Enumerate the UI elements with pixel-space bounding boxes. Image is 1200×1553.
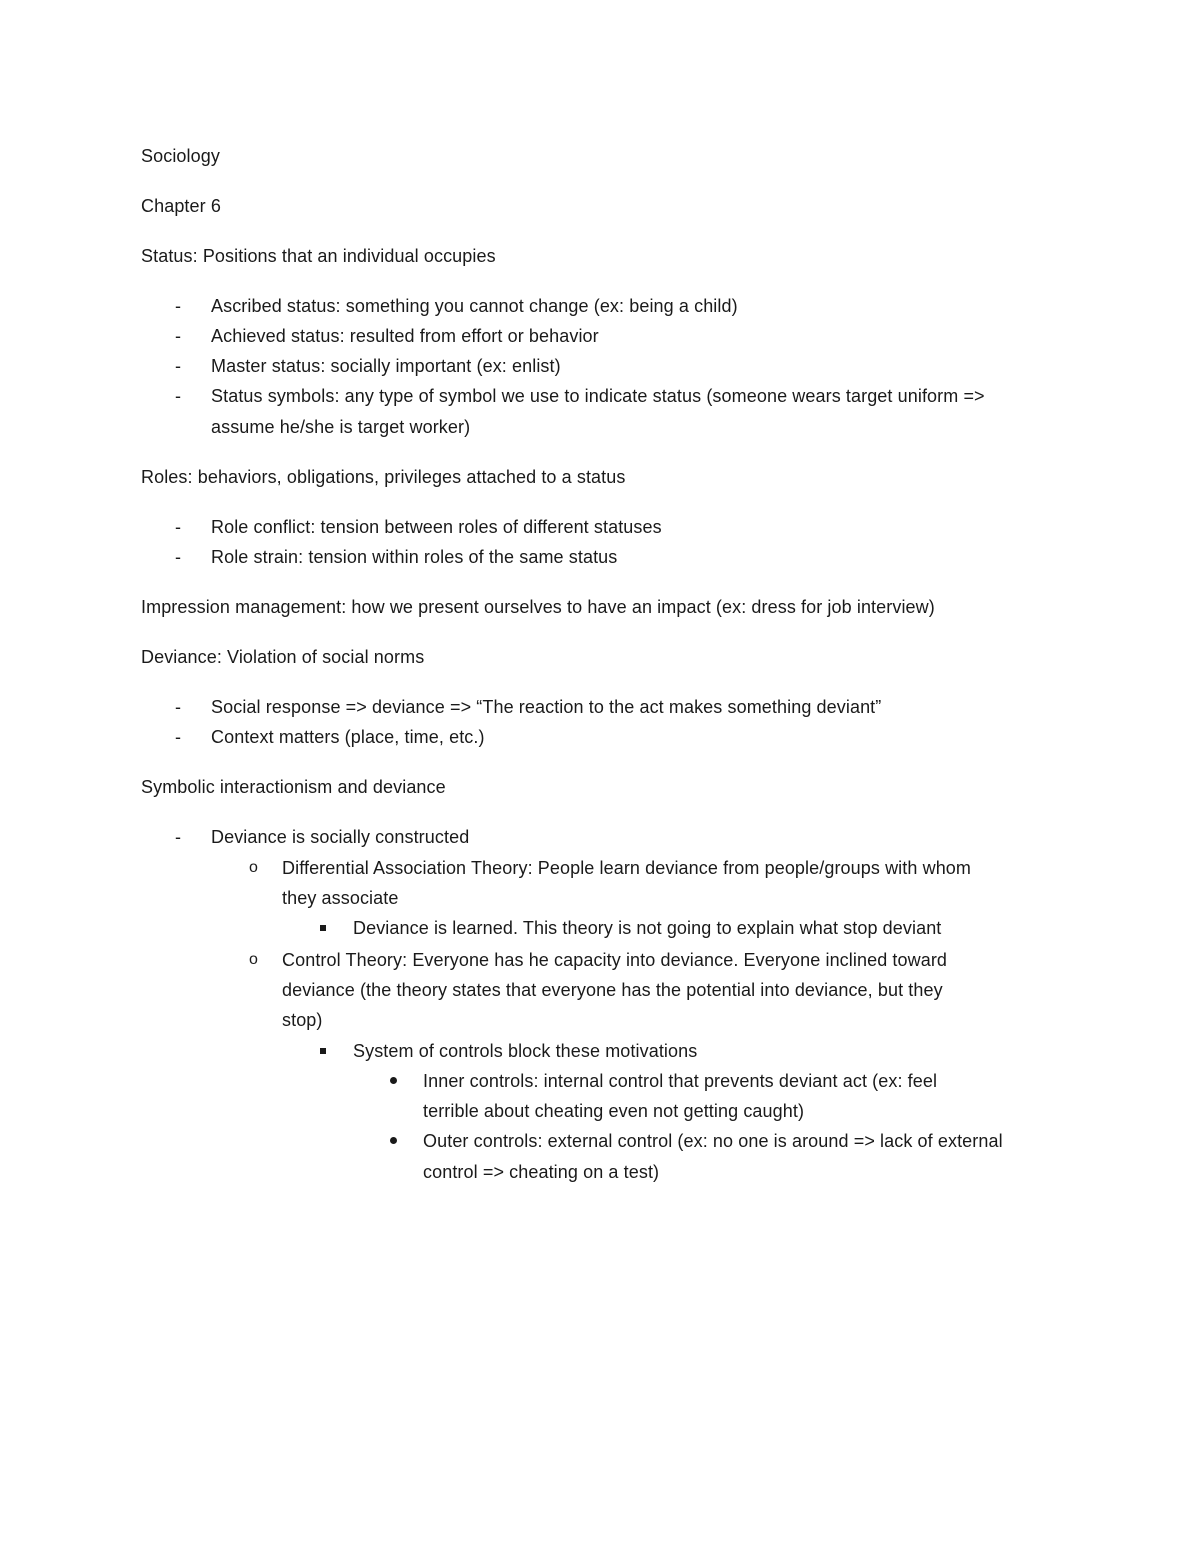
- list-circle: o: [249, 859, 258, 876]
- round-bullet-icon: [390, 1077, 397, 1084]
- list-item: Differential Association Theory: People learn deviance from people/groups with whom: [282, 858, 972, 878]
- chapter-heading: Chapter 6: [141, 196, 221, 216]
- list-item: Control Theory: Everyone has he capacity into deviance. Everyone inclined toward: [282, 950, 948, 970]
- list-dash: -: [175, 326, 181, 346]
- list-dash: -: [175, 727, 181, 747]
- list-item: Deviance is socially constructed: [211, 827, 470, 847]
- list-item-continuation: control => cheating on a test): [423, 1162, 660, 1182]
- list-item-continuation: they associate: [282, 888, 399, 908]
- list-item: Role strain: tension within roles of the same status: [211, 547, 618, 567]
- list-dash: -: [175, 517, 181, 537]
- status-heading: Status: Positions that an individual occupies: [141, 246, 496, 266]
- list-dash: -: [175, 697, 181, 717]
- list-item: Context matters (place, time, etc.): [211, 727, 485, 747]
- list-item: Ascribed status: something you cannot change (ex: being a child): [211, 296, 738, 316]
- list-dash: -: [175, 356, 181, 376]
- square-bullet-icon: [320, 1048, 326, 1054]
- list-item: Master status: socially important (ex: enlist): [211, 356, 561, 376]
- list-item-continuation: assume he/she is target worker): [211, 417, 471, 437]
- list-item: Deviance is learned. This theory is not going to explain what stop deviant: [353, 918, 942, 938]
- list-item: Status symbols: any type of symbol we use to indicate status (someone wears target uniform =>: [211, 386, 985, 406]
- list-dash: -: [175, 296, 181, 316]
- deviance-heading: Deviance: Violation of social norms: [141, 647, 425, 667]
- round-bullet-icon: [390, 1137, 397, 1144]
- impression-heading: Impression management: how we present ourselves to have an impact (ex: dress for job interview): [141, 597, 935, 617]
- list-item: Achieved status: resulted from effort or behavior: [211, 326, 599, 346]
- list-item: Social response => deviance => “The reaction to the act makes something deviant”: [211, 697, 882, 717]
- roles-heading: Roles: behaviors, obligations, privileges attached to a status: [141, 467, 626, 487]
- list-dash: -: [175, 827, 181, 847]
- list-item-continuation: stop): [282, 1010, 323, 1030]
- list-item: System of controls block these motivations: [353, 1041, 698, 1061]
- list-item-continuation: deviance (the theory states that everyone has the potential into deviance, but they: [282, 980, 943, 1000]
- list-circle: o: [249, 951, 258, 968]
- list-dash: -: [175, 386, 181, 406]
- list-item-continuation: terrible about cheating even not getting caught): [423, 1101, 805, 1121]
- list-dash: -: [175, 547, 181, 567]
- list-item: Inner controls: internal control that prevents deviant act (ex: feel: [423, 1071, 938, 1091]
- document-title: Sociology: [141, 146, 220, 166]
- list-item: Role conflict: tension between roles of different statuses: [211, 517, 662, 537]
- square-bullet-icon: [320, 925, 326, 931]
- list-item: Outer controls: external control (ex: no one is around => lack of external: [423, 1131, 1003, 1151]
- symbolic-heading: Symbolic interactionism and deviance: [141, 777, 446, 797]
